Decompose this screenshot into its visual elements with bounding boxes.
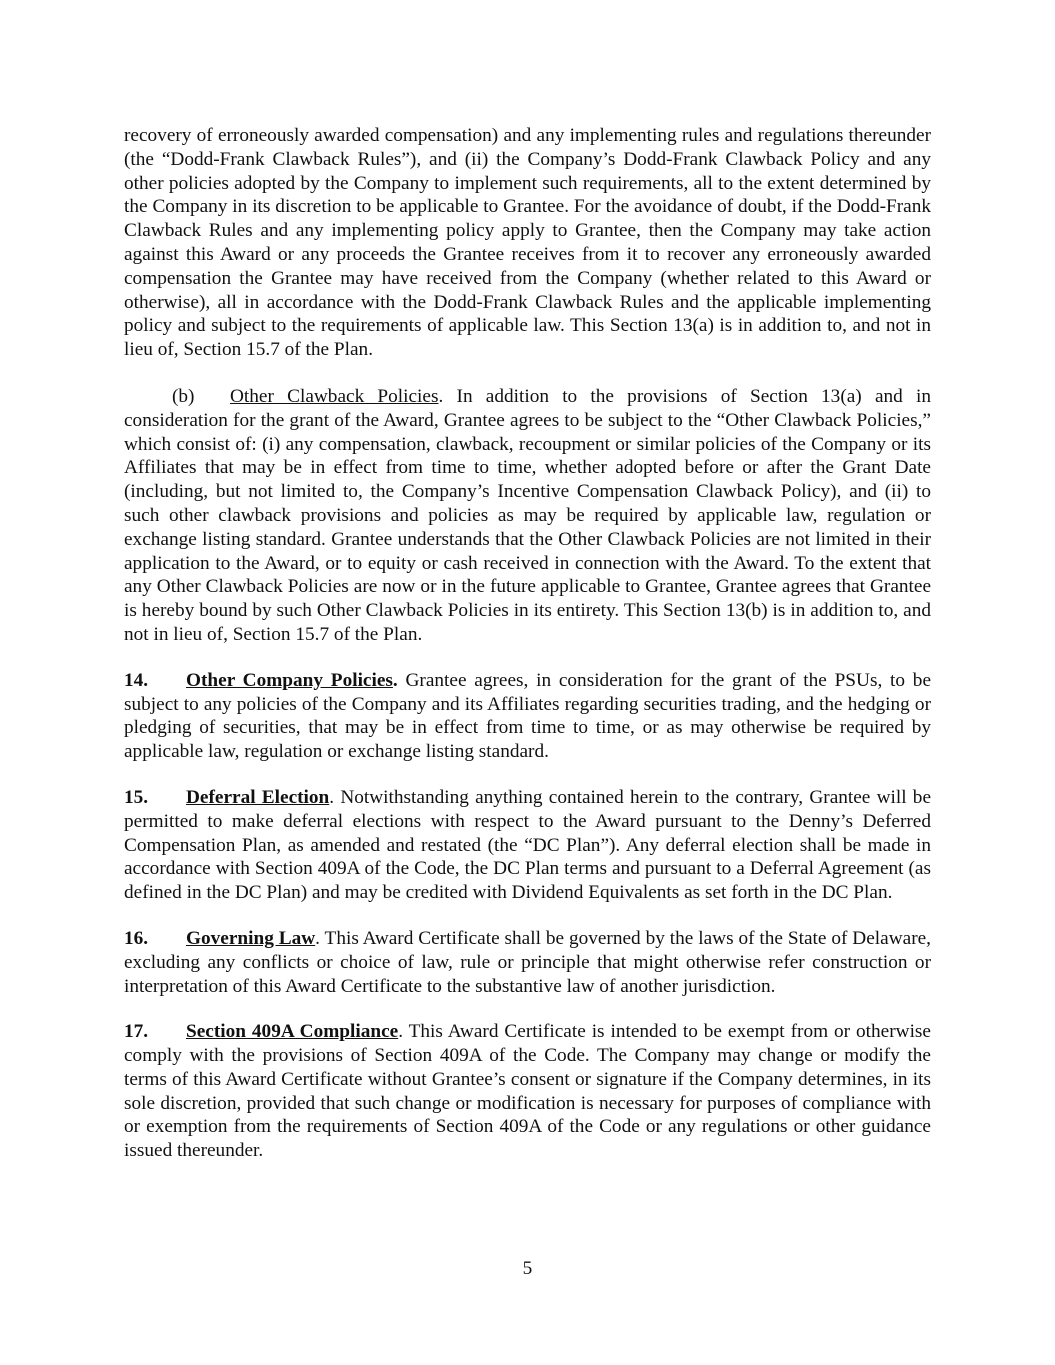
heading-period: . <box>315 927 320 949</box>
section-body: This Award Certificate shall be governed by the laws of the State of Delaware, excluding any conflicts or choice of law, rule or principle that might otherwise refer construction or interpretation of this Award Certificate to the substantive law of another jurisdiction. <box>124 927 931 997</box>
paragraph-13b <box>124 385 931 647</box>
section-heading: Deferral Election <box>186 786 330 808</box>
section-16 <box>124 927 931 998</box>
subsection-number: (b) <box>172 385 195 407</box>
section-body: Grantee agrees, in consideration for the grant of the PSUs, to be subject to any policies of the Company and its Affiliates regarding securities trading, and the hedging or pledging of securities, that may be in effect from time to time, or as may otherwise be required by applicable law, regulation or exchange listing standard. <box>124 669 932 763</box>
section-heading: Governing Law <box>186 927 316 949</box>
heading-period: . <box>438 385 444 407</box>
section-body: Notwithstanding anything contained herein to the contrary, Grantee will be permitted to make deferral elections with respect to the Award pursuant to the Denny’s Deferred Compensation Plan, as amended and restated (the “DC Plan”). Any deferral election shall be made in accordance with Section 409A of the Code, the DC Plan terms and pursuant to a Deferral Agreement (as defined in the DC Plan) and may be credited with Dividend Equivalents as set forth in the DC Plan. <box>124 786 931 904</box>
subsection-body: In addition to the provisions of Section 13(a) and in consideration for the grant of the Award, Grantee agrees to be subject to the “Other Clawback Policies,” which consist of: (i) any compensation, clawback, recoupment or similar policies of the Company or its Affiliates that may be in effect from time to time, whether adopted before or after the Grant Date (including, but not limited to, the Company’s Incentive Compensation Clawback Policy), and (ii) to such other clawback provisions and policies as may be required by applicable law, regulation or exchange listing standard. Grantee understands that the Other Clawback Policies are not limited in their application to the Award, or to equity or cash received in connection with the Award. To the extent that any Other Clawback Policies are now or in the future applicable to Grantee, Grantee agrees that Grantee is hereby bound by such Other Clawback Policies in its entirety. This Section 13(b) is in addition to, and not in lieu of, Section 15.7 of the Plan. <box>124 385 931 645</box>
section-heading: Section 409A Compliance <box>186 1021 399 1043</box>
section-number: 15. <box>124 786 149 808</box>
section-number: 16. <box>124 927 149 949</box>
heading-period: . <box>398 1021 404 1043</box>
heading-period: . <box>329 786 335 808</box>
section-17 <box>124 1020 931 1163</box>
paragraph-13a-continuation: recovery of erroneously awarded compensation) and any implementing rules and regulations thereunder (the “Dodd-Frank Clawback Rules”), and (ii) the Company’s Dodd-Frank Clawback Policy and any other policies adopted by the Company to implement such requirements, all to the extent determined by the Company in its discretion to be applicable to Grantee. For the avoidance of doubt, if the Dodd-Frank Clawback Rules and any implementing policy apply to Grantee, then the Company may take action against this Award or any proceeds the Grantee receives from it to recover any erroneously awarded compensation the Grantee may have received from the Company (whether related to this Award or otherwise), all in accordance with the Dodd-Frank Clawback Rules and the applicable implementing policy and subject to the requirements of applicable law. This Section 13(a) is in addition to, and not in lieu of, Section 15.7 of the Plan. <box>124 125 931 361</box>
section-14 <box>124 669 931 764</box>
subsection-heading: Other Clawback Policies <box>230 385 439 407</box>
section-heading: Other Company Policies <box>186 669 393 691</box>
document-page <box>124 124 931 1185</box>
section-number: 14. <box>124 669 149 691</box>
section-15 <box>124 786 931 905</box>
page-number: 5 <box>522 1258 533 1279</box>
heading-period: . <box>392 669 398 691</box>
section-body: This Award Certificate is intended to be exempt from or otherwise comply with the provisions of Section 409A of the Code. The Company may change or modify the terms of this Award Certificate without Grantee’s consent or signature if the Company determines, in its sole discretion, provided that such change or modification is necessary for purposes of compliance with or exemption from the requirements of Section 409A of the Code or any regulations or other guidance issued thereunder. <box>124 1021 931 1162</box>
section-number: 17. <box>124 1021 149 1043</box>
